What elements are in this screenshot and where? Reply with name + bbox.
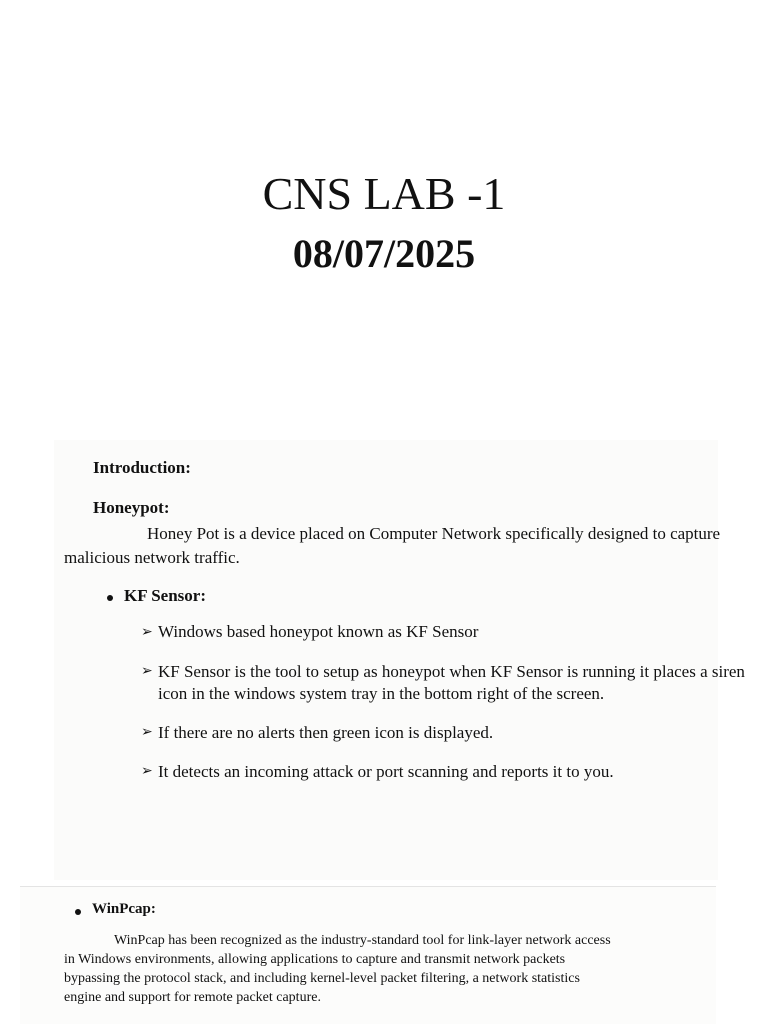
heading-kf-sensor: KF Sensor:: [124, 586, 207, 605]
winpcap-paragraph-line-4: engine and support for remote packet capture.: [64, 990, 321, 1005]
kf-bullet-2-line-2: icon in the windows system tray in the bottom right of the screen.: [158, 684, 605, 703]
kf-bullet-2-line-1: KF Sensor is the tool to setup as honeypot when KF Sensor is running it places a siren: [158, 662, 745, 681]
kf-bullet-3: If there are no alerts then green icon is displayed.: [158, 723, 494, 742]
heading-introduction: Introduction:: [93, 458, 191, 477]
arrow-bullet-icon: ➢: [141, 763, 153, 779]
bullet-dot-icon: [107, 595, 113, 601]
bullet-dot-icon: [75, 909, 81, 915]
honeypot-paragraph-line-2: malicious network traffic.: [64, 548, 240, 567]
document-title: CNS LAB -1: [262, 168, 506, 219]
scanned-page-winpcap: [20, 887, 716, 1024]
document-date: 08/07/2025: [292, 231, 476, 276]
honeypot-paragraph-line-1: Honey Pot is a device placed on Computer Network specifically designed to capture: [147, 524, 721, 543]
arrow-bullet-icon: ➢: [141, 663, 153, 679]
kf-bullet-4: It detects an incoming attack or port scanning and reports it to you.: [158, 762, 614, 781]
arrow-bullet-icon: ➢: [141, 624, 153, 640]
kf-bullet-1: Windows based honeypot known as KF Sensor: [158, 622, 479, 641]
arrow-bullet-icon: ➢: [141, 724, 153, 740]
winpcap-paragraph-line-2: in Windows environments, allowing applications to capture and transmit network packets: [64, 952, 566, 967]
winpcap-paragraph-line-1: WinPcap has been recognized as the industry-standard tool for link-layer network access: [114, 933, 611, 948]
heading-winpcap: WinPcap:: [92, 901, 156, 917]
heading-honeypot: Honeypot:: [93, 498, 170, 517]
winpcap-paragraph-line-3: bypassing the protocol stack, and including kernel-level packet filtering, a network statistics: [64, 971, 580, 986]
scanned-page-introduction: [54, 440, 745, 880]
